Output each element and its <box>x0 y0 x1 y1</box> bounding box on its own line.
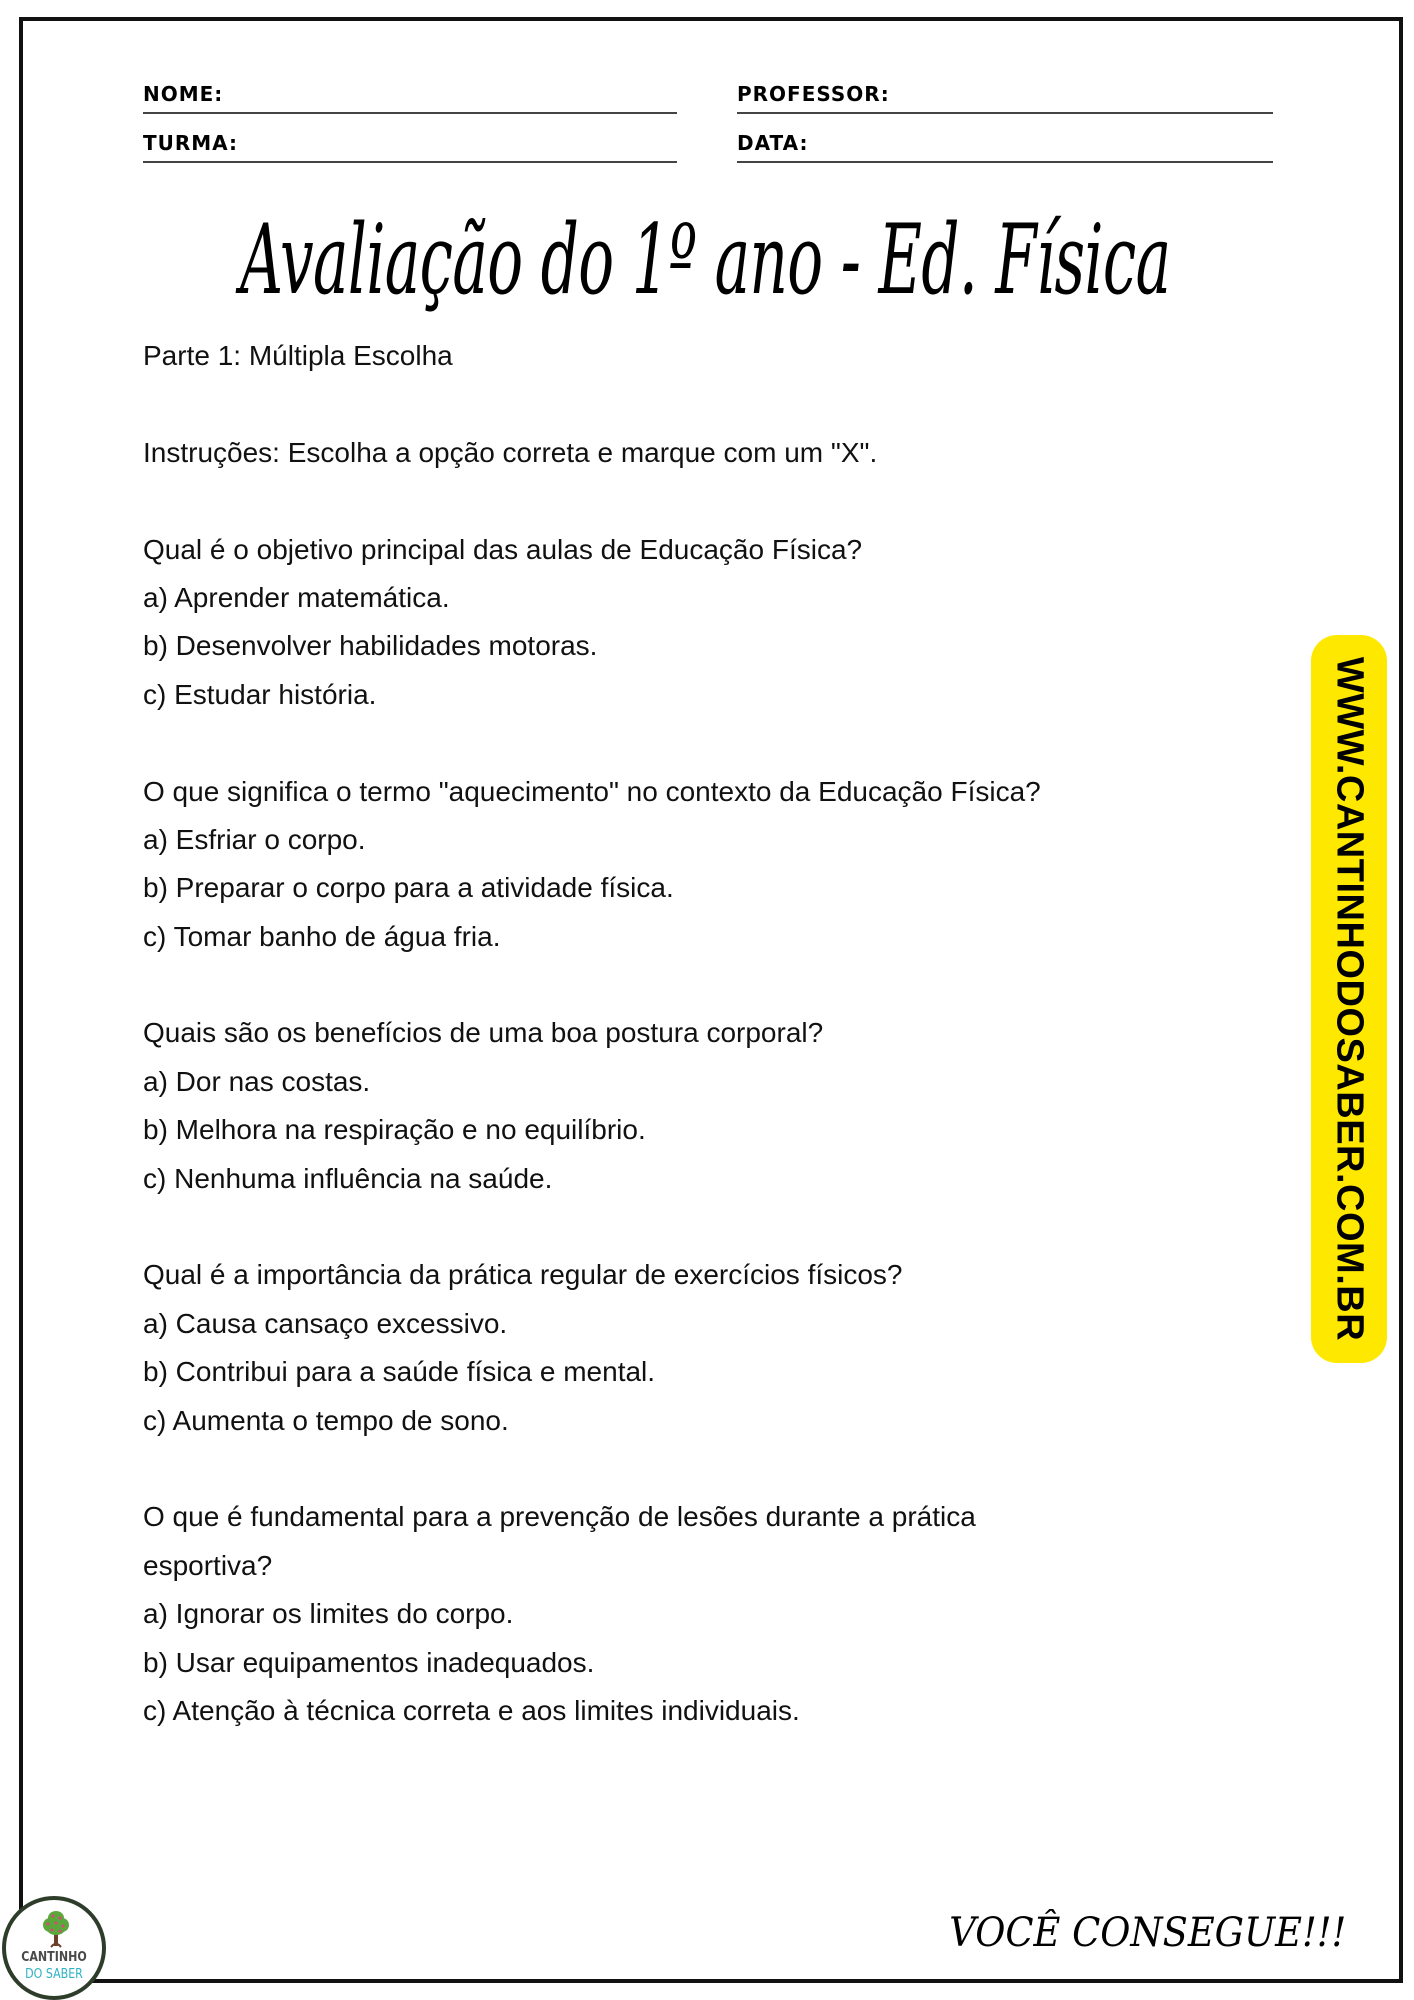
question-text: Qual é a importância da prática regular de exercícios físicos? <box>143 1259 903 1291</box>
question-text: O que é fundamental para a prevenção de lesões durante a prática <box>143 1501 976 1533</box>
option-c[interactable]: c) Estudar história. <box>143 678 377 710</box>
spacer <box>143 380 1293 428</box>
date-label: DATA: <box>737 131 809 155</box>
professor-label: PROFESSOR: <box>737 82 890 106</box>
title-container <box>150 205 1260 315</box>
motto-text: VOCÊ CONSEGUE!!! <box>948 1910 1347 1956</box>
option-a[interactable]: a) Ignorar os limites do corpo. <box>143 1598 514 1630</box>
option-c[interactable]: c) Tomar banho de água fria. <box>143 920 501 952</box>
question-text: O que significa o termo "aquecimento" no contexto da Educação Física? <box>143 775 1041 807</box>
question-2 <box>143 768 1293 962</box>
option-a[interactable]: a) Aprender matemática. <box>143 581 450 613</box>
option-b[interactable]: b) Preparar o corpo para a atividade física. <box>143 872 674 904</box>
question-4 <box>143 1251 1293 1445</box>
website-banner <box>1311 635 1387 1363</box>
option-c[interactable]: c) Nenhuma influência na saúde. <box>143 1162 553 1194</box>
option-b[interactable]: b) Usar equipamentos inadequados. <box>143 1646 595 1678</box>
brand-logo <box>2 1896 106 2000</box>
class-field[interactable] <box>143 121 677 163</box>
spacer <box>143 477 1293 525</box>
spacer <box>143 1445 1293 1493</box>
tree-icon <box>42 1910 70 1948</box>
exam-content <box>143 332 1293 1735</box>
option-c[interactable]: c) Atenção à técnica correta e aos limites individuais. <box>143 1694 800 1726</box>
option-a[interactable]: a) Esfriar o corpo. <box>143 823 366 855</box>
option-c[interactable]: c) Aumenta o tempo de sono. <box>143 1404 509 1436</box>
option-a[interactable]: a) Causa cansaço excessivo. <box>143 1307 508 1339</box>
option-b[interactable]: b) Desenvolver habilidades motoras. <box>143 630 598 662</box>
option-b[interactable]: b) Contribui para a saúde física e mental. <box>143 1356 656 1388</box>
spacer <box>143 719 1293 767</box>
professor-field[interactable] <box>737 72 1273 114</box>
name-field[interactable] <box>143 72 677 114</box>
question-text: Quais são os benefícios de uma boa postura corporal? <box>143 1017 824 1049</box>
page-title: Avaliação do 1º ano - Ed. Física <box>239 204 1171 316</box>
part-title: Parte 1: Múltipla Escolha <box>143 340 453 371</box>
question-text: Qual é o objetivo principal das aulas de Educação Física? <box>143 533 863 565</box>
question-5 <box>143 1493 1293 1735</box>
option-b[interactable]: b) Melhora na respiração e no equilíbrio. <box>143 1114 646 1146</box>
instructions: Instruções: Escolha a opção correta e marque com um "X". <box>143 436 878 468</box>
motto-container <box>945 1905 1350 1961</box>
spacer <box>143 961 1293 1009</box>
question-3 <box>143 1009 1293 1203</box>
option-a[interactable]: a) Dor nas costas. <box>143 1065 371 1097</box>
question-text-cont: esportiva? <box>143 1549 273 1581</box>
spacer <box>143 1203 1293 1251</box>
logo-text-top: CANTINHO <box>21 1950 87 1965</box>
class-label: TURMA: <box>143 131 239 155</box>
date-field[interactable] <box>737 121 1273 163</box>
logo-text-bottom: DO SABER <box>25 1967 83 1982</box>
website-url: WWW.CANTINHODOSABER.COM.BR <box>1328 656 1371 1342</box>
name-label: NOME: <box>143 82 224 106</box>
question-1 <box>143 526 1293 720</box>
